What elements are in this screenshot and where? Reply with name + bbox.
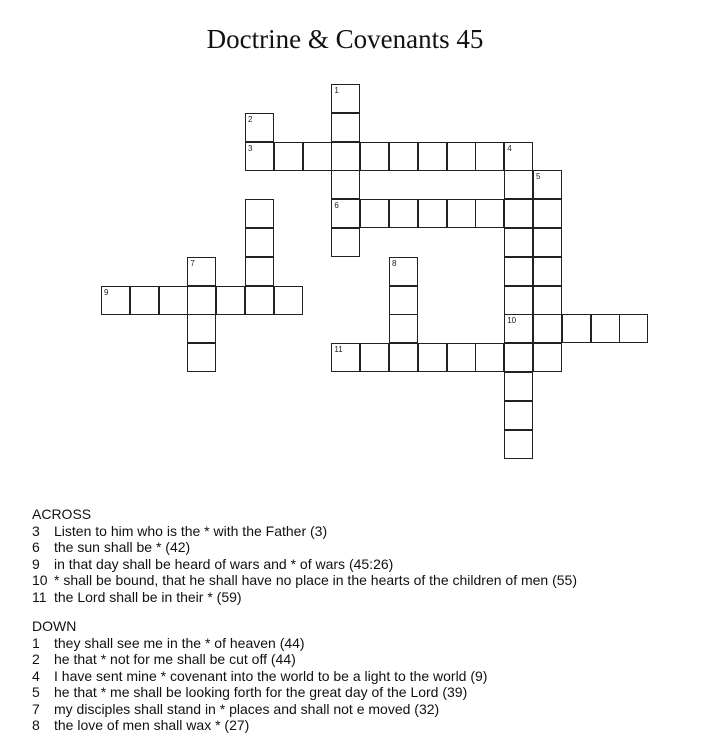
- across-clue-10: [32, 572, 577, 589]
- clue-number-label: 1: [334, 86, 339, 95]
- grid-cell[interactable]: [130, 286, 159, 315]
- clue-number-label: 8: [392, 258, 397, 268]
- grid-cell-2[interactable]: [245, 113, 274, 142]
- grid-cell[interactable]: [504, 257, 533, 286]
- grid-cell[interactable]: [591, 314, 620, 343]
- grid-cell[interactable]: [504, 228, 533, 257]
- across-clue-11: [32, 589, 577, 606]
- down-clue-1: [32, 635, 577, 652]
- clue-text: he that * me shall be looking forth for the great day of the Lord (39): [54, 684, 468, 700]
- clue-number-label: 2: [248, 114, 253, 124]
- grid-cell[interactable]: [187, 343, 216, 372]
- clue-text: they shall see me in the * of heaven (44): [54, 634, 305, 651]
- grid-cell-10[interactable]: [504, 314, 533, 343]
- clue-text: Listen to him who is the * with the Father (3): [54, 522, 328, 539]
- grid-cell[interactable]: [533, 286, 562, 315]
- grid-cell[interactable]: [360, 343, 389, 372]
- grid-cell[interactable]: [447, 142, 476, 171]
- clue-number-label: 11: [334, 345, 343, 355]
- grid-cell[interactable]: [389, 199, 418, 228]
- clue-number: 9: [32, 555, 40, 572]
- grid-cell-7[interactable]: [187, 257, 216, 286]
- grid-cell[interactable]: [389, 142, 418, 171]
- clue-text: the Lord shall be in their * (59): [54, 588, 242, 605]
- clue-number: 8: [32, 717, 40, 733]
- grid-cell[interactable]: [504, 199, 533, 228]
- clue-number: 10: [32, 572, 48, 588]
- grid-cell[interactable]: [418, 199, 447, 228]
- grid-cell-6[interactable]: [331, 199, 360, 228]
- grid-cell[interactable]: [533, 314, 562, 343]
- grid-cell[interactable]: [331, 142, 360, 171]
- grid-cell[interactable]: [216, 286, 245, 315]
- down-clue-4: [32, 668, 577, 685]
- grid-cell[interactable]: [447, 199, 476, 228]
- clue-number: 4: [32, 667, 40, 684]
- grid-cell[interactable]: [475, 142, 504, 171]
- grid-cell[interactable]: [504, 430, 533, 459]
- grid-cell[interactable]: [331, 113, 360, 142]
- clue-number: 6: [32, 539, 40, 555]
- clue-number: 1: [32, 634, 40, 651]
- grid-cell-1[interactable]: [331, 84, 360, 113]
- puzzle-title: Doctrine & Covenants 45: [206, 24, 484, 54]
- grid-cell[interactable]: [504, 372, 533, 401]
- grid-cell[interactable]: [331, 228, 360, 257]
- down-clue-8: [32, 717, 577, 734]
- clue-text: * shall be bound, that he shall have no place in the hearts of the children of men (55): [54, 572, 578, 588]
- clue-text: he that * not for me shall be cut off (44): [54, 651, 296, 667]
- grid-cell-3[interactable]: [245, 142, 274, 171]
- grid-cell[interactable]: [245, 228, 274, 257]
- clue-number-label: 5: [536, 172, 541, 182]
- grid-cell[interactable]: [562, 314, 591, 343]
- down-heading: DOWN: [32, 618, 77, 634]
- clue-number-label: 3: [248, 143, 253, 153]
- clue-number: 2: [32, 651, 40, 667]
- grid-cell[interactable]: [504, 343, 533, 372]
- clue-number: 11: [32, 588, 47, 605]
- clue-number-label: 6: [334, 201, 339, 211]
- clue-number: 3: [32, 522, 40, 539]
- grid-cell[interactable]: [418, 142, 447, 171]
- clue-number: 7: [32, 700, 40, 717]
- grid-cell[interactable]: [504, 286, 533, 315]
- grid-cell[interactable]: [331, 170, 360, 199]
- grid-cell-4[interactable]: [504, 142, 533, 171]
- across-clue-list: [32, 523, 577, 606]
- clue-text: the love of men shall wax * (27): [54, 717, 250, 733]
- grid-cell[interactable]: [245, 257, 274, 286]
- grid-cell[interactable]: [360, 142, 389, 171]
- grid-cell-11[interactable]: [331, 343, 360, 372]
- clues-section: [32, 506, 577, 734]
- clue-number-label: 4: [507, 143, 512, 153]
- grid-cell[interactable]: [360, 199, 389, 228]
- clue-text: I have sent mine * covenant into the world to be a light to the world (9): [54, 667, 488, 684]
- grid-cell[interactable]: [274, 142, 303, 171]
- across-clue-3: [32, 523, 577, 540]
- grid-cell[interactable]: [619, 314, 648, 343]
- grid-cell-8[interactable]: [389, 257, 418, 286]
- grid-cell[interactable]: [533, 257, 562, 286]
- grid-cell[interactable]: [303, 142, 332, 171]
- grid-cell[interactable]: [504, 170, 533, 199]
- grid-cell-9[interactable]: [101, 286, 130, 315]
- grid-cell[interactable]: [418, 343, 447, 372]
- clue-text: my disciples shall stand in * places and shall not e moved (32): [54, 700, 440, 717]
- grid-cell[interactable]: [533, 228, 562, 257]
- down-clue-5: [32, 684, 577, 701]
- clue-number-label: 7: [190, 258, 195, 268]
- across-heading: ACROSS: [32, 506, 92, 522]
- grid-cell[interactable]: [274, 286, 303, 315]
- grid-cell[interactable]: [187, 286, 216, 315]
- grid-cell[interactable]: [475, 199, 504, 228]
- grid-cell[interactable]: [533, 343, 562, 372]
- clue-number: 5: [32, 684, 40, 700]
- grid-cell[interactable]: [187, 314, 216, 343]
- down-clue-7: [32, 701, 577, 718]
- grid-cell[interactable]: [245, 199, 274, 228]
- grid-cell[interactable]: [389, 343, 418, 372]
- grid-cell[interactable]: [504, 401, 533, 430]
- grid-cell-5[interactable]: [533, 170, 562, 199]
- across-clue-9: [32, 556, 577, 573]
- clue-text: the sun shall be * (42): [54, 539, 191, 555]
- grid-cell[interactable]: [245, 286, 274, 315]
- grid-cell[interactable]: [389, 314, 418, 343]
- grid-cell[interactable]: [159, 286, 188, 315]
- grid-cell[interactable]: [533, 199, 562, 228]
- down-clue-2: [32, 651, 577, 668]
- clue-number-label: 10: [507, 316, 517, 326]
- down-clue-list: [32, 635, 577, 734]
- clue-number-label: 9: [104, 287, 109, 297]
- grid-cell[interactable]: [389, 286, 418, 315]
- clue-text: in that day shall be heard of wars and * of wars (45:26): [54, 555, 394, 572]
- grid-cell[interactable]: [475, 343, 504, 372]
- grid-cell[interactable]: [447, 343, 476, 372]
- across-clue-6: [32, 539, 577, 556]
